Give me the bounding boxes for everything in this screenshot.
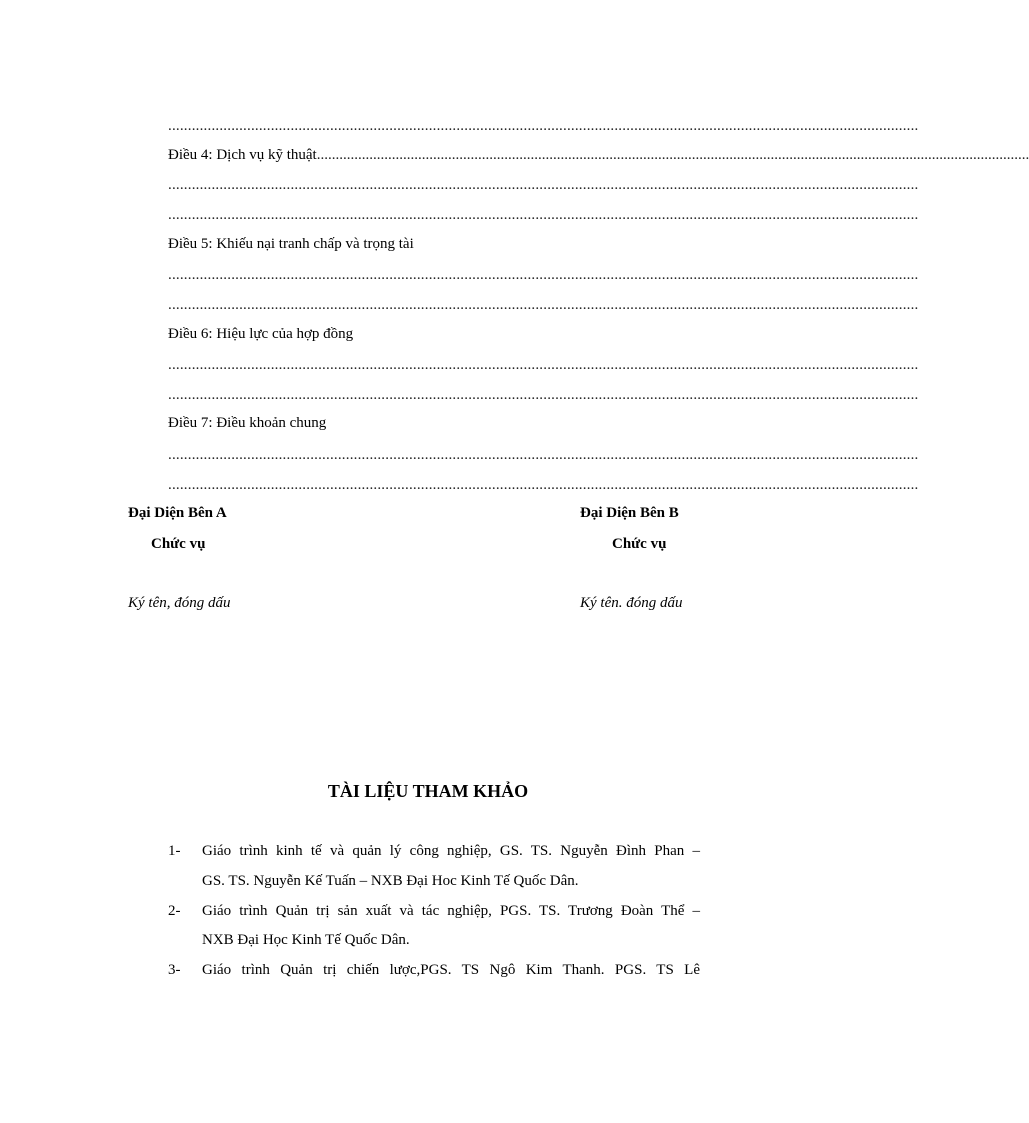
blank-dotted-line: .............................................................................................................................................................................................. bbox=[168, 387, 919, 403]
reference-1-line-2: GS. TS. Nguyễn Kế Tuấn – NXB Đại Hoc Kinh Tế Quốc Dân. bbox=[202, 873, 579, 889]
reference-3-number: 3- bbox=[168, 962, 181, 978]
party-a-sign-label: Ký tên, đóng dấu bbox=[128, 595, 231, 611]
party-b-title: Đại Diện Bên B bbox=[580, 505, 679, 521]
article-5 bbox=[168, 235, 700, 253]
article-5-label: Điều 5: Khiếu nại tranh chấp và trọng tài bbox=[168, 236, 414, 252]
article-4-label: Điều 4: Dịch vụ kỹ thuật bbox=[168, 147, 317, 163]
blank-dotted-line: .............................................................................................................................................................................................. bbox=[168, 177, 919, 193]
reference-1-line-1: Giáo trình kinh tế và quản lý công nghiệp, GS. TS. Nguyễn Đình Phan – bbox=[202, 843, 700, 859]
party-b-sign-label: Ký tên. đóng dấu bbox=[580, 595, 683, 611]
reference-2-line-1: Giáo trình Quản trị sản xuất và tác nghiệp, PGS. TS. Trương Đoàn Thể – bbox=[202, 903, 700, 919]
reference-2-line-2: NXB Đại Học Kinh Tế Quốc Dân. bbox=[202, 932, 410, 948]
blank-dotted-line: .............................................................................................................................................................................................. bbox=[168, 267, 919, 283]
references-heading: TÀI LIỆU THAM KHẢO bbox=[327, 781, 529, 801]
article-4 bbox=[168, 146, 1029, 164]
reference-3-line-1: Giáo trình Quản trị chiến lược,PGS. TS Ngô Kim Thanh. PGS. TS Lê bbox=[202, 962, 700, 978]
blank-dotted-line: .............................................................................................................................................................................................. bbox=[168, 447, 919, 463]
article-6 bbox=[168, 325, 700, 343]
party-a-title: Đại Diện Bên A bbox=[128, 505, 227, 521]
blank-dotted-line: .............................................................................................................................................................................................. bbox=[168, 207, 919, 223]
blank-dotted-line: .............................................................................................................................................................................................. bbox=[168, 357, 919, 373]
blank-dotted-line: .............................................................................................................................................................................................. bbox=[168, 297, 919, 313]
reference-2-number: 2- bbox=[168, 903, 181, 919]
dot-leader: .............................................................................................................................................................................................. bbox=[316, 147, 1029, 163]
blank-dotted-line: .............................................................................................................................................................................................. bbox=[168, 477, 919, 493]
article-7 bbox=[168, 414, 700, 432]
article-7-label: Điều 7: Điều khoản chung bbox=[168, 415, 327, 431]
reference-1-number: 1- bbox=[168, 843, 181, 859]
party-b-position: Chức vụ bbox=[612, 536, 667, 552]
blank-dotted-line: .............................................................................................................................................................................................. bbox=[168, 118, 919, 134]
party-a-position: Chức vụ bbox=[151, 536, 206, 552]
article-6-label: Điều 6: Hiệu lực của hợp đồng bbox=[168, 326, 354, 342]
